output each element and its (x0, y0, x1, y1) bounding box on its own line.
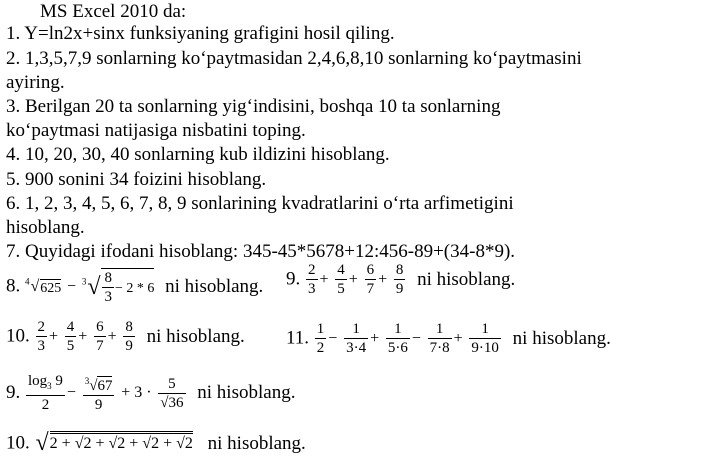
line-5: 5. 900 sonini 34 foizini hisoblang. (6, 169, 267, 190)
line-1: 1. Y=ln2x+sinx funksiyaning grafigini hosil qiling. (6, 23, 395, 44)
item8-expression: 8. $^4$√625 − $^3$√ $\frac{8}{3}$ − 2 * 6 ni hisoblang. (6, 270, 264, 305)
item10a-expression: 10. $\frac{2}{3}$ + $\frac{4}{5}$ + $\frac{6}{7}$ + $\frac{8}{9}$ ni hisoblang. (6, 319, 245, 354)
line-3: 3. Berilgan 20 ta sonlarning yig‘indisini, boshqa 10 ta sonlarning (6, 96, 501, 117)
line-2b: ayiring. (6, 72, 65, 93)
line-3b: ko‘paytmasi natijasiga nisbatini toping. (6, 120, 306, 141)
line-6b: hisoblang. (6, 217, 85, 238)
line-4: 4. 10, 20, 30, 40 sonlarning kub ildizini hisoblang. (6, 144, 390, 165)
item9a-expression: 9. $\frac{2}{3}$ + $\frac{4}{5}$ + $\frac{6}{7}$ + $\frac{8}{9}$ ni hisoblang. (286, 262, 516, 297)
line-7: 7. Quyidagi ifodani hisoblang: 345-45*5678+12:456-89+(34-8*9). (6, 241, 516, 262)
item11-expression: 11. $\frac{1}{2}$ − $\frac{1}{3\cdot 4}$ + $\frac{1}{5\cdot 6}$ − $\frac{1}{7\cdot 8}$ + $\frac{1}{9\cdot 10}$ ni hisoblang. (286, 321, 611, 356)
line-6: 6. 1, 2, 3, 4, 5, 6, 7, 8, 9 sonlarining kvadratlarini o‘rta arfimetigini (6, 193, 514, 214)
item10b-expression: 10. √2 + √2 + √2 + √2 + √2 ni hisoblang. (6, 430, 306, 456)
fourth-root: $^4$√625 (25, 276, 62, 296)
cube-root: $^3$√ $\frac{8}{3}$ − 2 * 6 (81, 270, 155, 305)
nested-radical: √2 + √2 + √2 + √2 + √2 (35, 430, 193, 456)
item9b-expression: 9. $\frac{\log_3 9}{2}$ − $\frac{^3√67}{9}$ + 3 · $\frac{5}{√36}$ ni hisoblang. (6, 373, 296, 413)
line-2: 2. 1,3,5,7,9 sonlarning ko‘paytmasidan 2,4,6,8,10 sonlarning ko‘paytmasini (6, 48, 582, 69)
title: MS Excel 2010 da: (40, 1, 187, 22)
